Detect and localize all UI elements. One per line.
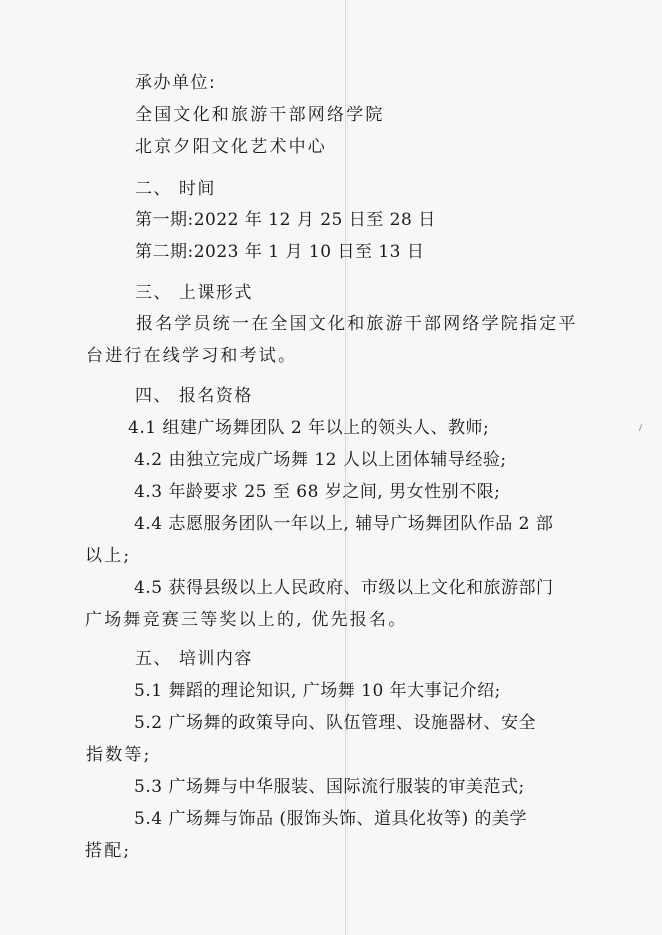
organizer-line-1: 全国文化和旅游干部网络学院 — [135, 105, 385, 125]
eligibility-item-4-4-cont: 以上; — [85, 546, 132, 566]
content-item-5-4: 5.4 广场舞与饰品 (服饰头饰、道具化妆等) 的美学 — [134, 809, 528, 829]
format-paragraph-line-2: 台进行在线学习和考试。 — [86, 346, 298, 366]
organizer-heading: 承办单位: — [135, 73, 217, 93]
eligibility-item-4-3: 4.3 年龄要求 25 至 68 岁之间, 男女性别不限; — [134, 482, 501, 502]
organizer-line-2: 北京夕阳文化艺术中心 — [135, 137, 327, 157]
content-item-5-2-cont: 指数等; — [86, 745, 152, 765]
content-item-5-3: 5.3 广场舞与中华服装、国际流行服装的审美范式; — [134, 777, 525, 797]
section-3-heading: 三、 上课形式 — [135, 283, 253, 303]
content-item-5-2: 5.2 广场舞的政策导向、队伍管理、设施器材、安全 — [134, 713, 536, 733]
eligibility-item-4-1: 4.1 组建广场舞团队 2 年以上的领头人、教师; — [128, 418, 490, 438]
eligibility-item-4-5: 4.5 获得县级以上人民政府、市级以上文化和旅游部门 — [134, 578, 554, 598]
content-item-5-1: 5.1 舞蹈的理论知识, 广场舞 10 年大事记介绍; — [134, 681, 501, 701]
session-2-dates: 第二期:2023 年 1 月 10 日至 13 日 — [135, 242, 425, 262]
section-2-heading: 二、 时间 — [135, 179, 216, 199]
stray-pen-mark — [639, 424, 642, 431]
content-item-5-4-cont: 搭配; — [85, 841, 132, 861]
section-4-heading: 四、 报名资格 — [135, 386, 253, 406]
session-1-dates: 第一期:2022 年 12 月 25 日至 28 日 — [135, 210, 436, 230]
section-5-heading: 五、 培训内容 — [135, 649, 253, 669]
eligibility-item-4-2: 4.2 由独立完成广场舞 12 人以上团体辅导经验; — [134, 450, 507, 470]
format-paragraph-line-1: 报名学员统一在全国文化和旅游干部网络学院指定平 — [136, 314, 578, 334]
eligibility-item-4-5-cont: 广场舞竞赛三等奖以上的, 优先报名。 — [85, 610, 408, 630]
eligibility-item-4-4: 4.4 志愿服务团队一年以上, 辅导广场舞团队作品 2 部 — [134, 514, 554, 534]
